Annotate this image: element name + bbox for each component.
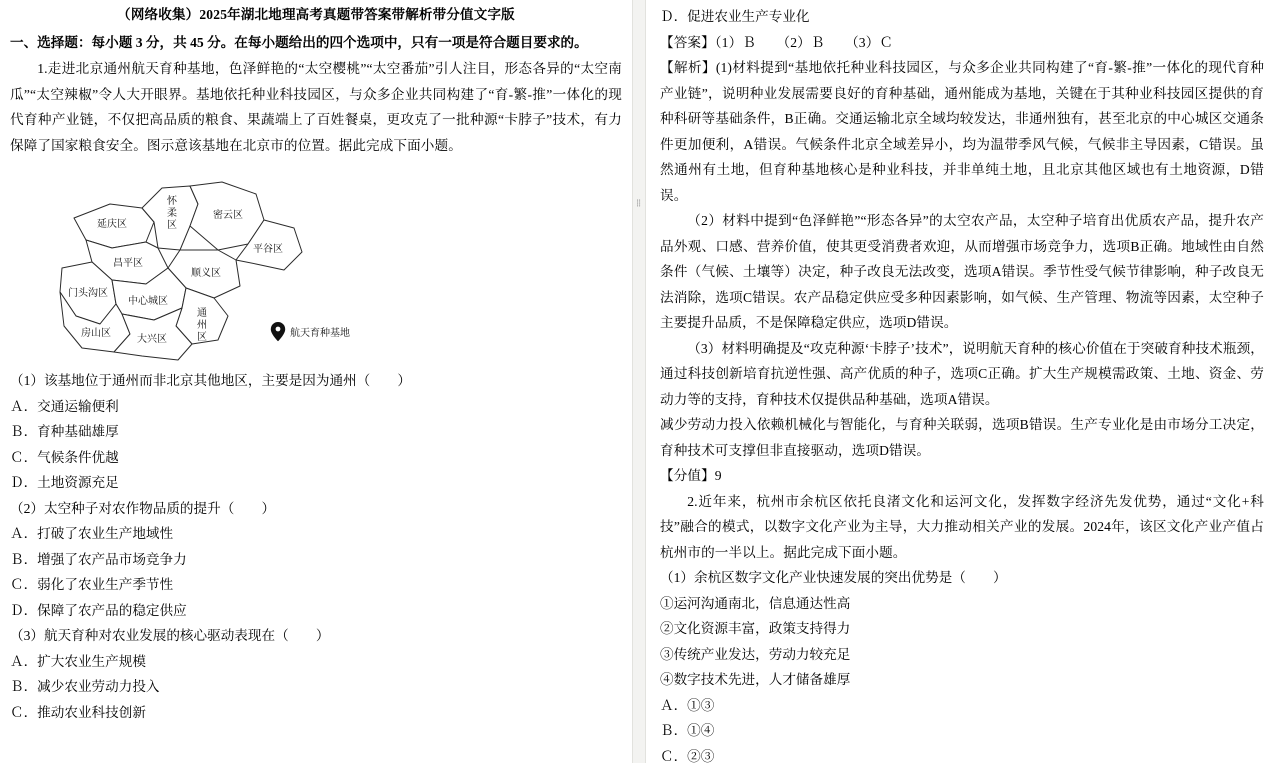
question-1-option-d: Ｄ．土地资源充足 [10,475,119,490]
question-4-statement-4: ④数字技术先进，人才储备雄厚 [660,672,851,687]
passage-1: 1.走进北京通州航天育种基地，色泽鲜艳的“太空樱桃”“太空番茄”引人注目，形态各异的“太空南瓜”“太空辣椒”令人大开眼界。基地依托种业科技园区，与众多企业共同构建了“育-繁-推”一体化的现代育种产业链，不仅把高品质的粮食、果蔬端上了百姓餐桌，更攻克了一批种源“卡脖子”技术，有力保障了国家粮食安全。图示意该基地在北京市的位置。据此完成下面小题。 [10,61,622,153]
legend-pin-icon [271,322,285,341]
map-svg [50,164,420,364]
svg-text:平谷区: 平谷区 [253,244,283,255]
svg-text:房山区: 房山区 [81,328,111,339]
question-2-stem: （2）太空种子对农作物品质的提升（ ） [10,500,276,516]
column-divider [632,0,646,763]
beijing-districts-map [50,164,420,364]
page-title: （网络收集）2025年湖北地理高考真题带答案带解析带分值文字版 [117,7,515,22]
svg-text:怀: 怀 [167,196,177,207]
svg-text:柔: 柔 [167,208,177,219]
right-column [646,0,1278,763]
question-3-option-c: Ｃ．推动农业科技创新 [10,704,146,720]
svg-text:顺义区: 顺义区 [191,268,221,279]
analysis-paragraph-1: 【解析】(1)材料提到“基地依托种业科技园区，与众多企业共同构建了“育-繁-推”一体化的现代育种产业链”，说明种业发展需要良好的育种基础，通州能成为基地，关键在于其种业科技园区提供的育种科研等基础条件，B正确。交通运输北京全域均较发达，非通州独有，甚至北京的中心城区交通条件更加便利，A错误。气候条件北京全域差异小，均为温带季风气候，气候非主导因素，C错误。虽然通州有土地，但育种基地核心是种业科技，并非单纯土地，且北京其他区域也有土地资源，D错误。 [660,60,1264,203]
svg-text:大兴区: 大兴区 [137,334,167,345]
question-4-statement-3: ③传统产业发达，劳动力较充足 [660,646,851,662]
left-column [0,0,632,763]
svg-text:中心城区: 中心城区 [128,296,168,307]
question-3-stem: （3）航天育种对农业发展的核心驱动表现在（ ） [10,628,330,643]
question-1-stem: （1）该基地位于通州而非北京其他地区，主要是因为通州（ ） [10,373,412,388]
section-heading: 一、选择题：每小题 3 分，共 45 分。在每小题给出的四个选项中，只有一项是符合题目要求的。 [10,35,588,50]
question-2-option-c: Ｃ．弱化了农业生产季节性 [10,577,174,592]
analysis-paragraph-3: （3）材料明确提及“攻克种源‘卡脖子’技术”，说明航天育种的核心价值在于突破育种技术瓶颈，通过科技创新培育抗逆性强、高产优质的种子，选项C正确。扩大生产规模需政策、土地、资金、劳动力等的支持，育种技术仅提供品种基础，选项A错误。 [660,340,1264,407]
question-4-option-c: Ｃ．②③ [660,748,715,763]
question-4-option-b: Ｂ．①④ [660,723,715,738]
svg-text:门头沟区: 门头沟区 [68,288,108,299]
svg-text:昌平区: 昌平区 [113,258,143,269]
question-1-option-a: Ａ．交通运输便利 [10,398,119,414]
analysis-paragraph-2: （2）材料中提到“色泽鲜艳”“形态各异”的太空农产品，太空种子培育出优质农产品，提升农产品外观、口感、营养价值，使其更受消费者欢迎，从而增强市场竞争力，选项B正确。地域性由自然条件（气候、土壤等）决定，种子改良无法改变，选项A错误。季节性受气候节律影响，种子改良无法消除，选项C错误。农产品稳定供应受多种因素影响，如气候、生产管理、物流等因素，太空种子主要提升品质，不是保障稳定供应，选项D错误。 [660,213,1264,330]
question-3-option-b: Ｂ．减少农业劳动力投入 [10,679,160,694]
answer-line: 【答案】（1）Ｂ （2）Ｂ （3）Ｃ [660,34,894,50]
svg-text:州: 州 [197,320,207,331]
legend-label: 航天育种基地 [290,328,350,339]
svg-text:区: 区 [197,332,207,343]
question-2-option-b: Ｂ．增强了农产品市场竞争力 [10,551,187,567]
drag-handle-dots-icon[interactable]: ⣿ [636,199,643,207]
svg-text:通: 通 [197,308,207,319]
question-3-option-d: Ｄ．促进农业生产专业化 [660,9,810,24]
svg-text:区: 区 [167,220,177,231]
svg-text:密云区: 密云区 [213,210,243,221]
question-1-option-c: Ｃ．气候条件优越 [10,449,119,465]
svg-text:延庆区: 延庆区 [97,219,127,230]
analysis-paragraph-4: 减少劳动力投入依赖机械化与智能化，与育种关联弱，选项B错误。生产专业化是由市场分工决定，育种技术可支撑但非直接驱动，选项D错误。 [660,417,1264,458]
question-4-stem: （1）余杭区数字文化产业快速发展的突出优势是（ ） [660,570,1007,585]
question-4-statement-1: ①运河沟通南北，信息通达性高 [660,595,851,611]
passage-2: 2.近年来，杭州市余杭区依托良渚文化和运河文化，发挥数字经济先发优势，通过“文化+科技”融合的模式，以数字文化产业为主导，大力推动相关产业的发展。2024年，该区文化产业产值占杭州市的一半以上。据此完成下面小题。 [660,493,1264,560]
question-1-option-b: Ｂ．育种基础雄厚 [10,424,119,439]
question-2-option-a: Ａ．打破了农业生产地域性 [10,526,174,541]
question-4-statement-2: ②文化资源丰富，政策支持得力 [660,621,851,636]
score-line: 【分值】9 [660,468,722,483]
question-2-option-d: Ｄ．保障了农产品的稳定供应 [10,602,187,618]
question-4-option-a: Ａ．①③ [660,697,715,713]
question-3-option-a: Ａ．扩大农业生产规模 [10,653,146,669]
